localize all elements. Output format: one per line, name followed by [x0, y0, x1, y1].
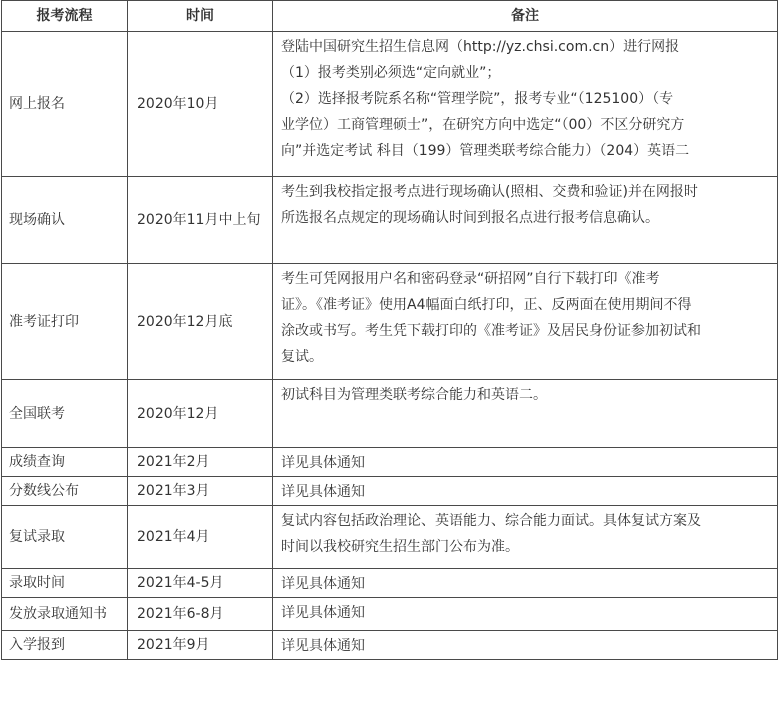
- step-cell: 发放录取通知书: [2, 598, 128, 631]
- step-cell: 分数线公布: [2, 477, 128, 506]
- note-cell: [273, 569, 778, 598]
- note-line: 详见具体通知: [281, 484, 365, 500]
- table-row: [2, 631, 778, 660]
- note-line: 时间以我校研究生招生部门公布为准。: [281, 539, 519, 555]
- note-cell: [273, 380, 778, 448]
- note-cell: [273, 506, 778, 569]
- note-cell: [273, 32, 778, 177]
- step-cell: 入学报到: [2, 631, 128, 660]
- admission-schedule-table: [1, 0, 778, 660]
- table-row: [2, 380, 778, 448]
- step-cell: 成绩查询: [2, 448, 128, 477]
- note-line: 业学位）工商管理硕士”，在研究方向中选定“（00）不区分研究方: [281, 117, 685, 133]
- step-cell: 复试录取: [2, 506, 128, 569]
- table-row: [2, 477, 778, 506]
- note-line: （1）报考类别必须选“定向就业”；: [281, 65, 501, 81]
- header-step: 报考流程: [2, 1, 128, 32]
- step-cell: 录取时间: [2, 569, 128, 598]
- step-cell: 全国联考: [2, 380, 128, 448]
- table-row: [2, 506, 778, 569]
- header-note: 备注: [273, 1, 778, 32]
- note-line: （2）选择报考院系名称“管理学院”，报考专业“（125100）（专: [281, 91, 674, 107]
- note-line: 登陆中国研究生招生信息网（http://yz.chsi.com.cn）进行网报: [281, 39, 680, 55]
- note-line: 复试内容包括政治理论、英语能力、综合能力面试。具体复试方案及: [281, 513, 701, 529]
- time-cell: 2021年9月: [128, 631, 273, 660]
- note-cell: [273, 264, 778, 380]
- time-cell: 2021年3月: [128, 477, 273, 506]
- note-cell: [273, 598, 778, 631]
- note-line: 详见具体通知: [281, 605, 365, 621]
- step-cell: 网上报名: [2, 32, 128, 177]
- note-line: 向”并选定考试 科目（199）管理类联考综合能力）（204）英语二: [281, 143, 690, 159]
- time-cell: 2020年12月底: [128, 264, 273, 380]
- note-line: 涂改或书写。考生凭下载打印的《准考证》及居民身份证参加初试和: [281, 323, 701, 339]
- table-row: [2, 448, 778, 477]
- time-cell: 2021年2月: [128, 448, 273, 477]
- note-line: 证》。《准考证》使用A4幅面白纸打印，正、反两面在使用期间不得: [281, 297, 692, 313]
- table-row: [2, 177, 778, 264]
- time-cell: 2020年11月中上旬: [128, 177, 273, 264]
- note-cell: [273, 448, 778, 477]
- note-cell: [273, 477, 778, 506]
- note-cell: [273, 631, 778, 660]
- table-row: [2, 569, 778, 598]
- note-line: 所选报名点规定的现场确认时间到报名点进行报考信息确认。: [281, 210, 659, 226]
- note-line: 详见具体通知: [281, 638, 365, 654]
- step-cell: 准考证打印: [2, 264, 128, 380]
- note-line: 详见具体通知: [281, 576, 365, 592]
- note-line: 详见具体通知: [281, 455, 365, 471]
- note-line: 考生到我校指定报考点进行现场确认(照相、交费和验证)并在网报时: [281, 184, 698, 200]
- table-row: [2, 264, 778, 380]
- time-cell: 2020年10月: [128, 32, 273, 177]
- time-cell: 2021年6-8月: [128, 598, 273, 631]
- note-line: 考生可凭网报用户名和密码登录“研招网”自行下载打印《准考: [281, 271, 660, 287]
- table-row: [2, 598, 778, 631]
- note-line: 复试。: [281, 349, 323, 365]
- note-line: 初试科目为管理类联考综合能力和英语二。: [281, 387, 547, 403]
- table-row: [2, 32, 778, 177]
- time-cell: 2020年12月: [128, 380, 273, 448]
- time-cell: 2021年4月: [128, 506, 273, 569]
- table-body: [2, 32, 778, 660]
- header-row: [2, 1, 778, 32]
- time-cell: 2021年4-5月: [128, 569, 273, 598]
- header-time: 时间: [128, 1, 273, 32]
- note-cell: [273, 177, 778, 264]
- step-cell: 现场确认: [2, 177, 128, 264]
